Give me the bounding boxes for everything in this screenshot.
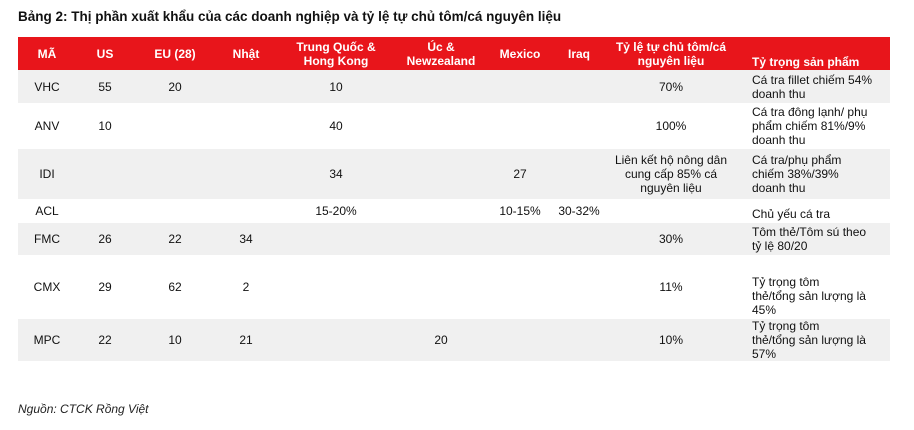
header-eu: EU (28)	[154, 46, 196, 61]
cell-iraq	[554, 70, 604, 103]
cell-ty-le-line: 70%	[658, 79, 684, 94]
table-row	[18, 319, 890, 361]
header-ty-le-line2: nguyên liệu	[637, 53, 705, 68]
table-row	[18, 199, 890, 223]
cell-ty-le	[604, 70, 738, 103]
cell-iraq	[554, 319, 604, 361]
cell-us: 55	[98, 79, 112, 94]
cell-ma: FMC	[34, 232, 60, 246]
cell-ty-trong-line: Cá tra/phụ phẩm	[752, 153, 842, 167]
cell-eu	[134, 149, 216, 199]
header-nhat: Nhật	[232, 46, 260, 61]
cell-us: 26	[98, 232, 112, 246]
cell-trung-quoc: 40	[329, 119, 343, 133]
cell-ma: MPC	[33, 333, 61, 347]
cell-ma: ACL	[35, 204, 59, 218]
header-trung-quoc-line2: Hong Kong	[303, 53, 369, 68]
table-header	[18, 37, 890, 70]
header-uc-line1: Úc &	[427, 39, 455, 54]
cell-ty-trong-line: doanh thu	[752, 181, 806, 195]
cell-iraq	[554, 255, 604, 319]
cell-iraq	[554, 149, 604, 199]
cell-ty-trong	[752, 223, 890, 255]
header-iraq: Iraq	[567, 46, 590, 61]
cell-nhat	[216, 149, 276, 199]
header-ty-le-line1: Tỷ lệ tự chủ tôm/cá	[615, 39, 727, 54]
cell-ty-le	[604, 149, 738, 199]
cell-eu	[134, 103, 216, 149]
cell-mexico	[486, 255, 554, 319]
cell-ty-trong-line: thẻ/tổng sản lượng là	[752, 289, 866, 303]
cell-ty-trong-line: Tỷ trọng tôm	[752, 275, 820, 289]
header-mexico: Mexico	[499, 46, 541, 61]
table-row	[18, 223, 890, 255]
header-trung-quoc-line1: Trung Quốc &	[296, 39, 376, 54]
cell-trung-quoc: 34	[329, 167, 343, 181]
cell-ty-le	[604, 255, 738, 319]
cell-ty-trong-line: Cá tra fillet chiếm 54%	[752, 72, 873, 87]
header-us: US	[96, 46, 114, 61]
cell-mexico	[486, 103, 554, 149]
cell-nhat	[216, 103, 276, 149]
cell-eu: 62	[168, 280, 182, 294]
cell-nhat: 21	[239, 333, 253, 347]
cell-iraq: 30-32%	[558, 204, 600, 218]
cell-trung-quoc	[276, 319, 396, 361]
cell-ty-le-line: cung cấp 85% cá	[624, 167, 718, 181]
header-ty-le-tu-chu	[604, 37, 738, 70]
cell-eu	[134, 199, 216, 223]
cell-ty-le	[604, 103, 738, 149]
cell-mexico	[486, 223, 554, 255]
cell-ty-trong-line: thẻ/tổng sản lượng là	[752, 333, 866, 347]
cell-ty-le	[604, 199, 738, 223]
cell-ty-trong-line: Chủ yếu cá tra	[752, 207, 831, 221]
cell-eu: 10	[168, 333, 182, 347]
cell-ty-trong	[752, 149, 890, 199]
cell-ty-le-line: 11%	[659, 280, 683, 294]
table-row	[18, 149, 890, 199]
cell-iraq	[554, 103, 604, 149]
cell-ma: IDI	[39, 167, 55, 181]
cell-uc	[396, 70, 486, 103]
cell-ty-le-line: nguyên liệu	[640, 181, 702, 195]
cell-uc	[396, 103, 486, 149]
header-trung-quoc	[276, 37, 396, 70]
cell-ty-trong	[752, 199, 890, 223]
cell-ty-le-line: 30%	[658, 232, 684, 246]
cell-us: 22	[98, 333, 112, 347]
cell-ty-trong-line: doanh thu	[752, 133, 806, 147]
cell-ty-trong	[752, 103, 890, 149]
cell-mexico: 27	[513, 167, 527, 181]
cell-ty-le	[604, 319, 738, 361]
cell-ty-le-line: 10%	[658, 333, 684, 347]
cell-ty-trong-line: chiếm 38%/39%	[752, 167, 839, 181]
cell-nhat	[216, 199, 276, 223]
table-row	[18, 103, 890, 149]
cell-trung-quoc	[276, 255, 396, 319]
cell-ty-le-line: 100%	[655, 119, 687, 133]
cell-uc: 20	[434, 333, 448, 347]
source-note: Nguồn: CTCK Rồng Việt	[18, 402, 149, 416]
cell-ty-le-line: Liên kết hộ nông dân	[614, 153, 728, 167]
cell-ty-trong	[752, 319, 890, 361]
cell-us	[76, 199, 134, 223]
header-uc	[396, 37, 486, 70]
cell-ty-trong-line: 45%	[752, 303, 777, 317]
cell-ma: CMX	[33, 280, 61, 294]
cell-ty-trong-line: 57%	[752, 347, 777, 361]
cell-trung-quoc: 15-20%	[315, 204, 357, 218]
cell-mexico	[486, 319, 554, 361]
cell-ma: VHC	[34, 79, 60, 94]
cell-ty-trong-line: phẩm chiếm 81%/9%	[752, 119, 866, 133]
cell-ty-trong-line: Cá tra đông lạnh/ phụ	[752, 105, 868, 119]
cell-us: 29	[98, 280, 112, 294]
cell-nhat: 2	[242, 280, 250, 294]
header-ma: MÃ	[37, 46, 57, 61]
cell-ty-trong-line: tỷ lệ 80/20	[752, 239, 808, 253]
table-title: Bảng 2: Thị phần xuất khẩu của các doanh nghiệp và tỷ lệ tự chủ tôm/cá nguyên liệu	[18, 9, 562, 24]
cell-nhat: 34	[239, 232, 253, 246]
cell-ty-trong	[752, 255, 890, 319]
cell-trung-quoc	[276, 223, 396, 255]
cell-ty-trong-line: doanh thu	[752, 86, 806, 101]
table-row	[18, 70, 890, 103]
cell-uc	[396, 149, 486, 199]
cell-trung-quoc: 10	[329, 79, 343, 94]
cell-ty-le	[604, 223, 738, 255]
cell-ty-trong-line: Tỷ trọng tôm	[752, 319, 820, 333]
cell-eu: 22	[168, 232, 182, 246]
cell-ty-trong	[752, 70, 890, 103]
cell-mexico	[486, 70, 554, 103]
cell-ty-trong-line: Tôm thẻ/Tôm sú theo	[752, 225, 867, 239]
cell-eu: 20	[168, 79, 182, 94]
cell-mexico: 10-15%	[499, 204, 541, 218]
cell-iraq	[554, 223, 604, 255]
table-row	[18, 255, 890, 319]
export-share-table	[18, 37, 890, 361]
header-ty-trong: Tỷ trọng sản phẩm	[752, 55, 860, 69]
header-uc-line2: Newzealand	[406, 53, 476, 68]
cell-uc	[396, 255, 486, 319]
cell-ma: ANV	[34, 119, 60, 133]
cell-nhat	[216, 70, 276, 103]
cell-us: 10	[98, 119, 112, 133]
cell-us	[76, 149, 134, 199]
cell-uc	[396, 199, 486, 223]
cell-uc	[396, 223, 486, 255]
